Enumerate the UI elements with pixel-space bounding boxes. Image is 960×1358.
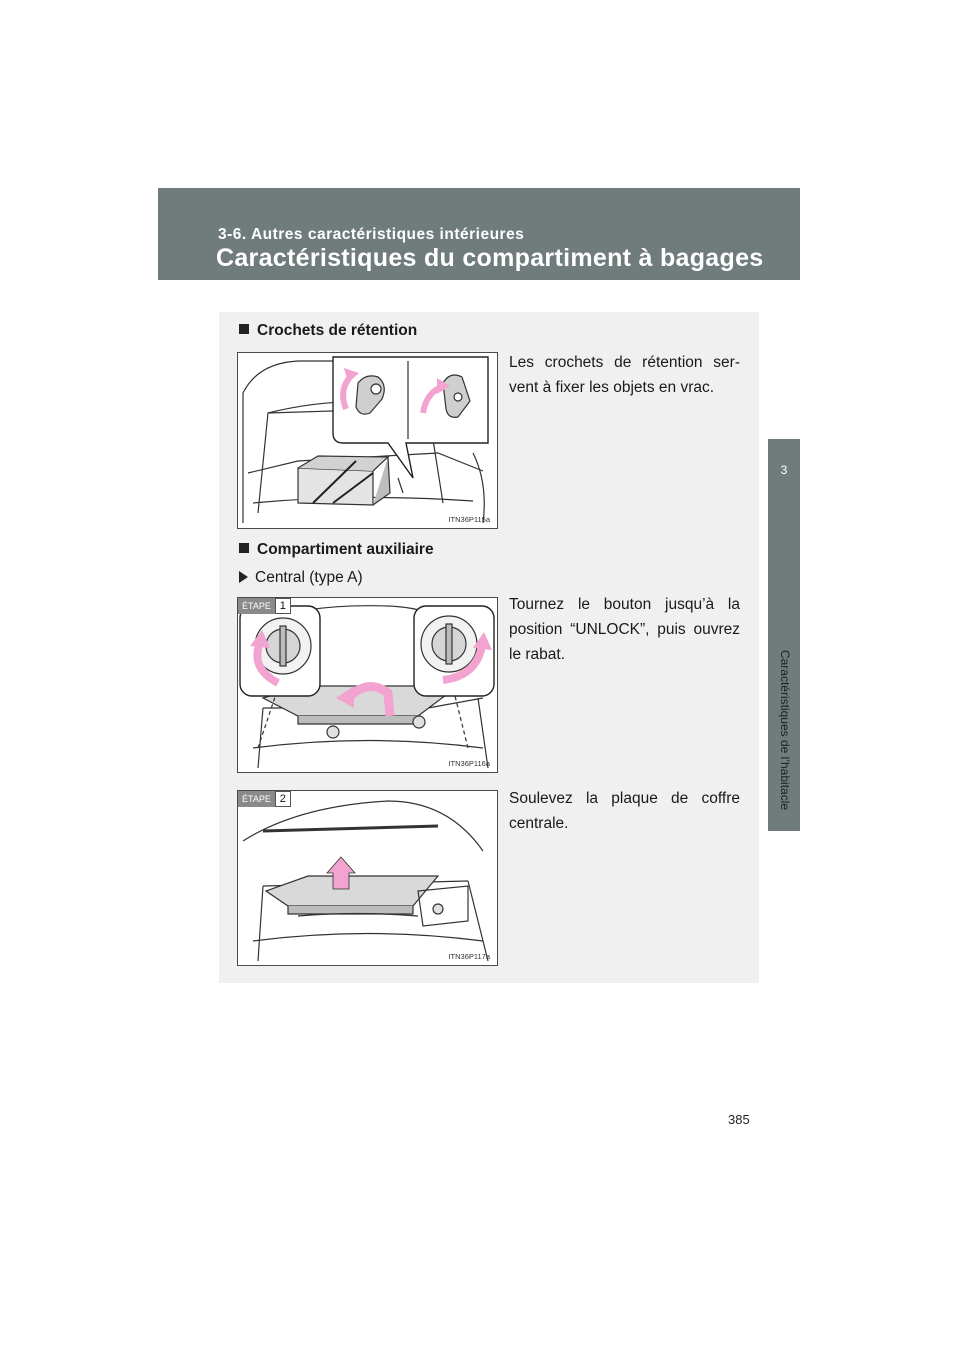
figure-code: ITN36P115a [448, 515, 490, 524]
step-number: 2 [275, 791, 291, 807]
step2-text: Soulevez la plaque de coffre centrale. [509, 790, 740, 832]
step-label: ÉTAPE [238, 598, 275, 614]
step2-badge [238, 791, 291, 807]
step-number: 1 [275, 598, 291, 614]
step1-badge [238, 598, 291, 614]
aux-heading: Compartiment auxiliaire [239, 541, 434, 559]
hooks-illustration [238, 353, 497, 528]
figure-code: ITN36P116a [448, 759, 490, 768]
page-number: 385 [728, 1112, 750, 1127]
chapter-label-text: Caractéristiques de l’habitacle [778, 649, 792, 810]
step2-illustration [238, 791, 497, 965]
chapter-number: 3 [780, 463, 788, 477]
variant-label: Central (type A) [239, 569, 363, 587]
step1-text: Tournez le bouton jusqu’à la position “UNLOCK”, puis ouvrez le rabat. [509, 596, 740, 663]
step1-figure [237, 597, 498, 773]
square-bullet-icon [239, 543, 249, 553]
triangle-bullet-icon [239, 571, 248, 583]
section-subtitle: 3-6. Autres caractéristiques intérieures [218, 226, 525, 243]
hooks-text: Les crochets de rétention ser-vent à fixer les objets en vrac. [509, 354, 740, 396]
step-label: ÉTAPE [238, 791, 275, 807]
chapter-label [775, 632, 795, 827]
hooks-heading: Crochets de rétention [239, 322, 417, 340]
section-header [158, 188, 800, 280]
step1-illustration [238, 598, 497, 772]
square-bullet-icon [239, 324, 249, 334]
figure-code: ITN36P117a [448, 952, 490, 961]
step2-figure [237, 790, 498, 966]
page-title: Caractéristiques du compartiment à bagages [216, 244, 764, 272]
hooks-figure [237, 352, 498, 529]
